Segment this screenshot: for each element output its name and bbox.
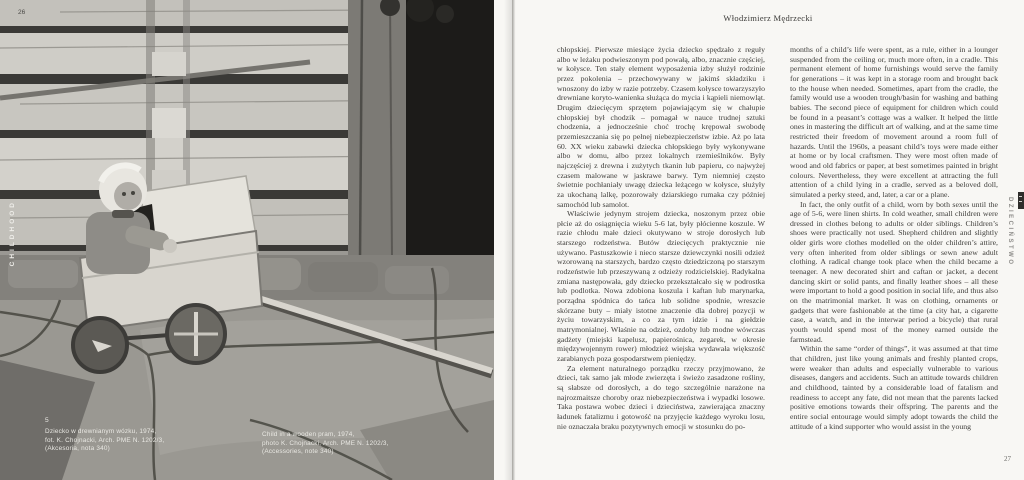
doorway	[348, 0, 494, 268]
right-page	[512, 0, 1024, 480]
paragraph: In fact, the only outfit of a child, worn by both sexes until the age of 5-6, were linen shirts. In cold weather, small children were dressed in clothes belong to adults or older siblings. Children’s shoes were practically not used. Shepherd children and slightly older girls wore clothes modelled on the older children’s attire, very often inherited from older siblings or sewn anew adult clothing. A radical change took place when the child became a teenager. A new decorated shirt and caftan or jacket, a decent dancing skirt or solid pants, and finally leather shoes – all these were important to hold a good position in social life, and thus also on the matrimonial market. It was on clothing, ornaments or gadgets that were fashionable at the time (a city hat, a cigarette case, a watch, and in the interwar period a bicycle) that rural youth would spend most of the money earned outside the farmstead.	[790, 199, 998, 344]
caption-line: (Accessories, note 340)	[262, 448, 334, 456]
paragraph: Właściwie jedynym strojem dziecka, noszonym przez obie płcie aż do osiągnięcia wieku 5-6 lat, były płócienne koszule. W razie chłodu małe dzieci okutywano w stroje dorosłych lub starszego rodzeństwa. Butów dziecięcych praktycznie nie używano. Pastuszkowie i nieco starsze dziewczynki nosili odzież wzorowaną na starszych, bardzo często dziedziczoną po starszym rodzeństwie lub przeszywaną z odzieży rodzicielskiej. Radykalna zmiana następowała, gdy dziecko przekształcało się w podrostka lub podlotka. Nowa zdobiona koszula i kaftan lub marynarka, porządna spódnica do tańca lub solidne spodnie, wreszcie skórzane buty – miały istotne znaczenie dla dobrej pozycji w życiu towarzyskim, a co za tym idzie i na giełdzie matrymonialnej. Właśnie na odzież, ozdoby lub modne wówczas gadżety (miejski kapelusz, papierośnica, zegarek, w okresie międzywojennym rower) młodzież wiejska wydawała większość zarabianych poza gospodarstwem pieniędzy.	[557, 209, 765, 363]
caption-line: photo K. Chojnacki, Arch. PME N. 1202/3,	[262, 439, 389, 447]
caption-line: fot. K. Chojnacki, Arch. PME N. 1202/3,	[45, 436, 165, 444]
paragraph: Within the same “order of things”, it was assumed at that time that children, just like young animals and freshly planted crops, were weaker than adults and especially vulnerable to various diseases, dangers and accidents. Such an attitude towards children and childhood, tainted by a considerable load of fatalism and readiness to accept any fate, did not mean that the parents lacked positive emotions towards their offspring. The parents and the entire social entourage would simply adopt towards the child the attitude of a kind supporter who would assist in the young	[790, 344, 998, 431]
margin-label-dziecinstwo: DZIECIŃSTWO	[1007, 197, 1013, 267]
caption-marker: 5	[45, 417, 49, 424]
running-header: Włodzimierz Mędrzecki	[723, 13, 813, 23]
caption-line: Dziecko w drewnianym wózku, 1974,	[45, 428, 157, 435]
edge-marker-tab	[1018, 192, 1024, 209]
english-text-column	[790, 45, 998, 431]
photo-child-in-pram	[0, 0, 494, 480]
pram-wheel-left	[73, 318, 127, 372]
margin-label-childhood: CHILDHOOD	[9, 200, 16, 267]
photo-caption-polish	[45, 428, 164, 454]
page-number-right: 27	[1004, 455, 1011, 463]
photo-caption-english	[262, 431, 389, 457]
paragraph: chłopskiej. Pierwsze miesiące życia dziecko spędzało z reguły albo w leżaku podwieszonym pod powałą, albo, znacznie częściej, w kołysce. Ten stały element wyposażenia izby służył rodzinie przez pokolenia – przechowywany w jakimś składziku i wnoszony do izby w razie potrzeby. Czasem kołysce towarzyszyło drewniane koryto-wanienka służąca do mycia i kąpieli niemowląt. Drugim dziecięcym sprzętem pojawiającym się w chałupie chłopskiej był chodzik – pomagał w nauce trudnej sztuki chodzenia, a jednocześnie choć trochę krępował swobodę przemieszczania się po pełnej niebezpieczeństw izbie. Aż po lata 60. XX wieku zabawki dziecka chłopskiego były wykonywane albo w domu, albo przez lokalnych rzemieślników. Były najczęściej z drewna i zużytych tkanin lub papieru, co najwyżej czasem malowane w jaskrawe barwy. Tym niemniej często świetnie pochłaniały uwagę dziecka leżącego w kołysce, służyły za ukochaną lalkę, pozorowały dziarskiego rumaka czy później samochód lub samolot.	[557, 45, 765, 209]
polish-text-column	[557, 45, 765, 431]
photo-illustration	[0, 0, 494, 480]
pram-wheel-right	[167, 305, 225, 363]
page-number-left: 26	[18, 9, 26, 16]
caption-line: Child in a wooden pram, 1974,	[262, 431, 355, 438]
caption-line: (Akcesoria, nota 340)	[45, 445, 110, 453]
paragraph: Za element naturalnego porządku rzeczy przyjmowano, że dzieci, tak samo jak młode zwierzęta i świeżo zasadzone rośliny, są słabsze od dorosłych, a do tego szczególnie narażone na najrozmaitsze choroby oraz niebezpieczeństwa i wypadki losowe. Taka postawa wobec dzieci i dzieciństwa, zawierająca znaczny ładunek fatalizmu i gotowość na przyjęcie każdego wyroku losu, nie oznaczała braku pozytywnych emocji w stosunku do po-	[557, 363, 765, 431]
text-columns	[557, 45, 998, 431]
paragraph: months of a child’s life were spent, as a rule, either in a lounger suspended from the ceiling or, much more often, in a cradle. This permanent element of home furnishings would serve the family for generations – it was kept in a storage room and brought back to the house when needed. Sometimes, apart from the cradle, the family would use a wooden trough/basin for washing and bathing babies. The second piece of equipment for children which could be found in a peasant’s cottage was a walker. It helped the little ones in mastering the difficult art of walking, and at the same time restricted their freedom of movement around a room full of hazards. Until the 1960s, a peasant child’s toys were made either at home or by local craftsmen. They were most often made of wood and old fabrics or paper, at best sometimes painted in bright colours. Nevertheless, they were excellent at attracting the full attention of a child lying in a cradle, served as a beloved doll, simulated a perky steed, and, later, a car or a plane.	[790, 45, 998, 199]
